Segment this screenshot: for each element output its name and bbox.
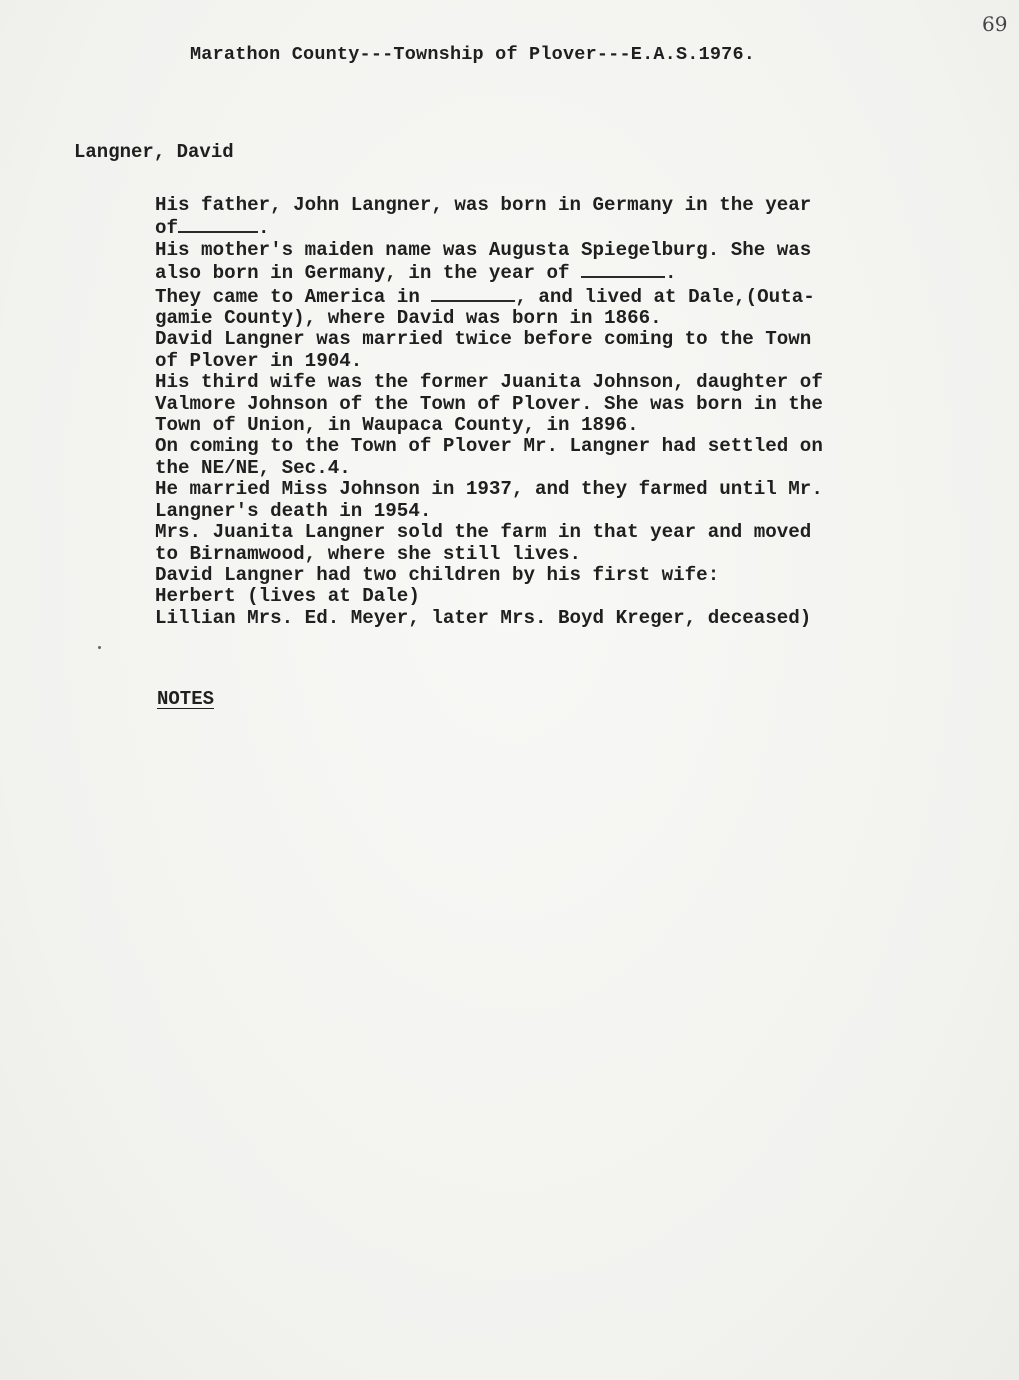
blank-field [178,216,258,233]
notes-heading: NOTES [157,688,215,710]
text-line: Mrs. Juanita Langner sold the farm in that year and moved [155,521,812,544]
text-line: Town of Union, in Waupaca County, in 1896. [155,414,639,437]
text-line: His third wife was the former Juanita Johnson, daughter of [155,371,823,394]
text-line: Langner's death in 1954. [155,499,432,522]
blank-field [431,285,515,302]
text-line: His father, John Langner, was born in Germany in the year [155,194,812,216]
document-header: Marathon County---Township of Plover---E.A.S.1976. [190,44,756,65]
text-line: also born in Germany, in the year of . [155,262,677,285]
text-line: to Birnamwood, where she still lives. [155,542,582,565]
text-line: On coming to the Town of Plover Mr. Langner had settled on [155,435,823,458]
text-line: Herbert (lives at Dale) [155,585,420,608]
text-line: of Plover in 1904. [155,349,363,372]
subject-name: Langner, David [74,141,234,163]
text-line: gamie County), where David was born in 1866. [155,307,662,330]
text-line: David Langner had two children by his first wife: [155,563,720,586]
text-line: David Langner was married twice before coming to the Town [155,328,812,351]
page-number: 69 [982,12,1008,36]
text-line: Valmore Johnson of the Town of Plover. She was born in the [155,392,823,415]
text-line: the NE/NE, Sec.4. [155,456,351,479]
margin-mark [98,646,101,649]
biography-text [155,195,945,629]
blank-field [581,261,665,278]
text-line: They came to America in , and lived at Dale,(Outa- [155,285,815,308]
text-line: His mother's maiden name was Augusta Spiegelburg. She was [155,238,812,261]
text-line: He married Miss Johnson in 1937, and they farmed until Mr. [155,478,823,501]
text-line: Lillian Mrs. Ed. Meyer, later Mrs. Boyd Kreger, deceased) [155,606,812,629]
text-line: of . [155,217,270,240]
